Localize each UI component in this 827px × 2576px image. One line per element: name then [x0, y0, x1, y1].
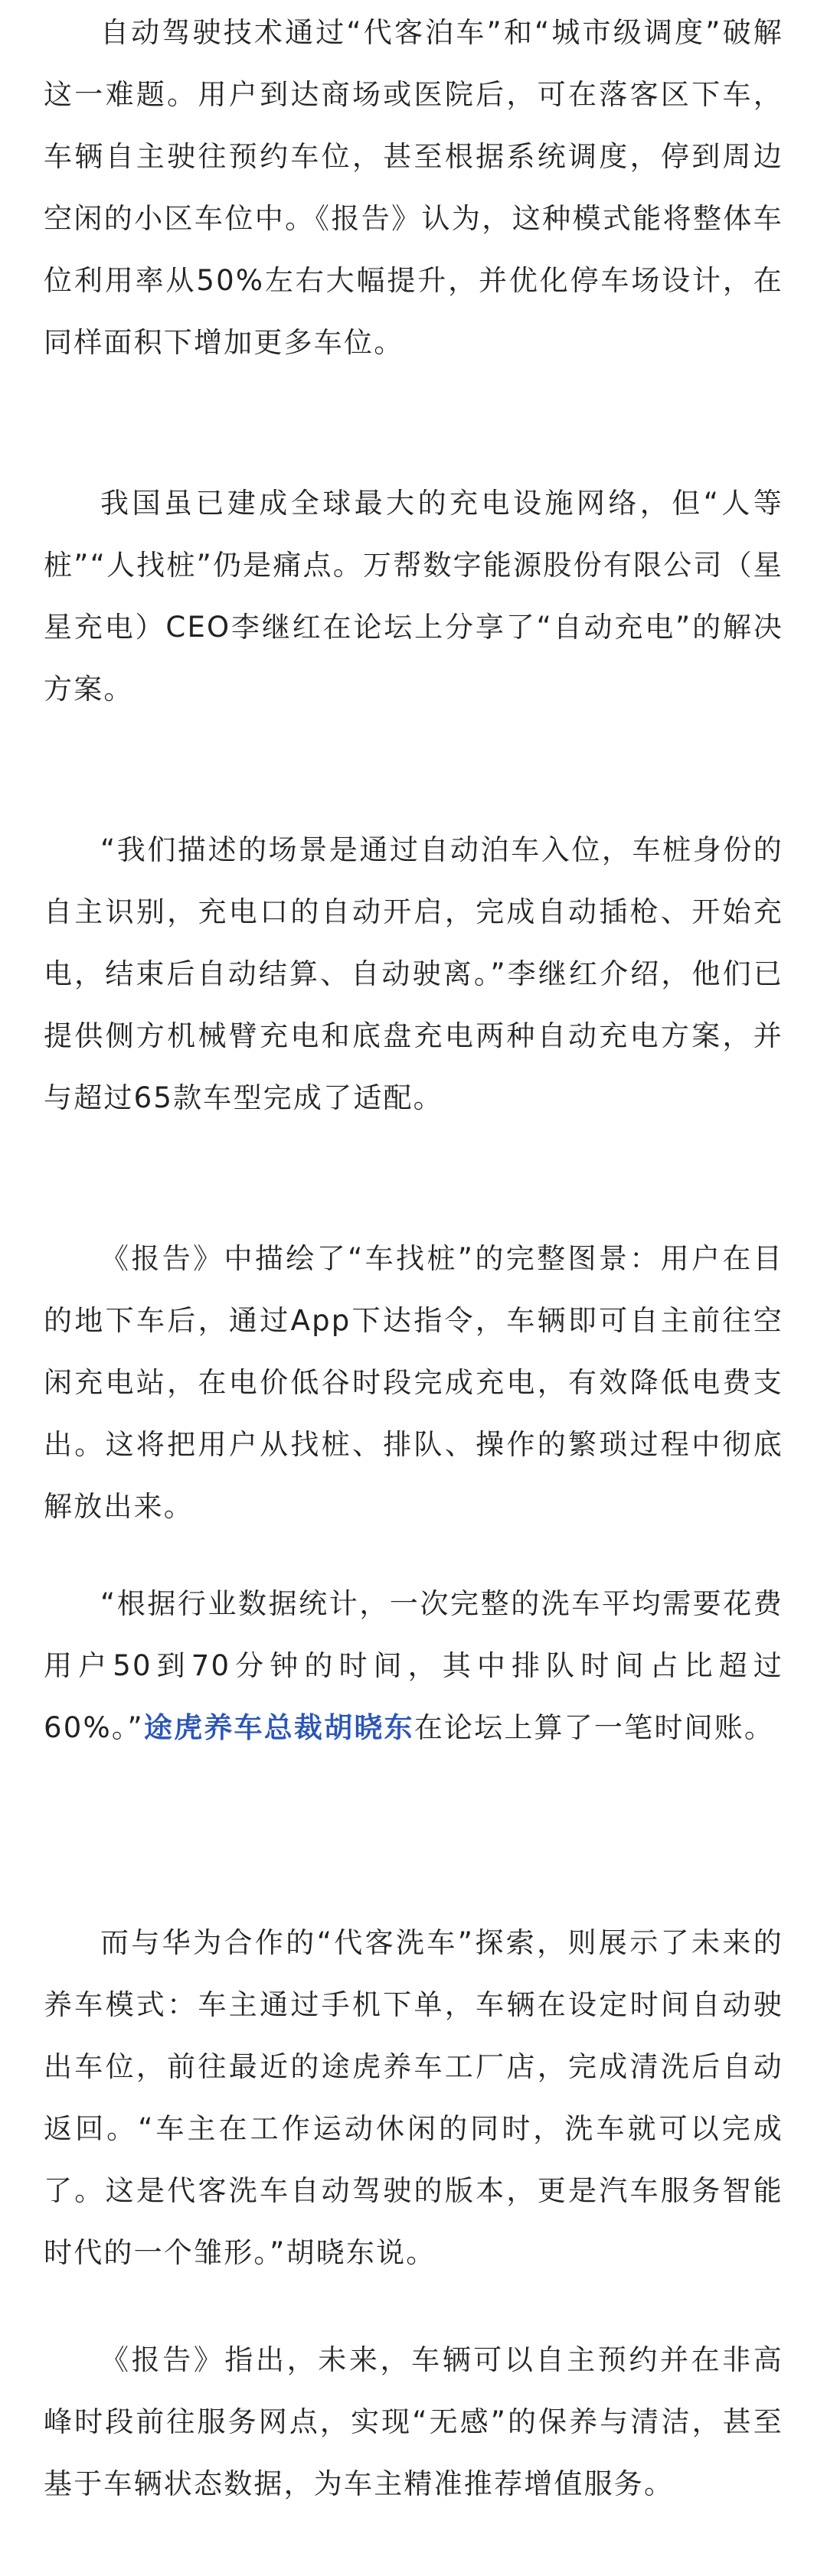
paragraph-7-text: 《报告》指出，未来，车辆可以自主预约并在非高峰时段前往服务网点，实现“无感”的保养与清洁，甚至基于车辆状态数据，为车主精准推荐增值服务。 [44, 2343, 783, 2500]
paragraph-5-text-before: “根据行业数据统计，一次完整的洗车平均需要花费用户50到70分钟的时间，其中排队时间占比超过60%。” [44, 1587, 783, 1744]
paragraph-4-text: 《报告》中描绘了“车找桩”的完整图景：用户在目的地下车后，通过App下达指令，车辆即可自主前往空闲充电站，在电价低谷时段完成充电，有效降低电费支出。这将把用户从找桩、排队、操作的繁琐过程中彻底解放出来。 [44, 1242, 783, 1523]
paragraph-6 [44, 1912, 783, 2284]
paragraph-2-text: 我国虽已建成全球最大的充电设施网络，但“人等桩”“人找桩”仍是痛点。万帮数字能源股份有限公司（星星充电）CEO李继红在论坛上分享了“自动充电”的解决方案。 [44, 487, 783, 706]
paragraph-5 [44, 1573, 783, 1759]
paragraph-3-text: “我们描述的场景是通过自动泊车入位，车桩身份的自主识别，充电口的自动开启，完成自动插枪、开始充电，结束后自动结算、自动驶离。”李继红介绍，他们已提供侧方机械臂充电和底盘充电两种自动充电方案，并与超过65款车型完成了适配。 [44, 833, 783, 1114]
person-link-hu-xiaodong[interactable]: 途虎养车总裁胡晓东 [143, 1711, 414, 1744]
paragraph-7 [44, 2329, 783, 2515]
paragraph-5-text-after: 在论坛上算了一笔时间账。 [414, 1711, 775, 1744]
paragraph-3 [44, 819, 783, 1129]
paragraph-4 [44, 1228, 783, 1537]
paragraph-2 [44, 472, 783, 720]
paragraph-1-text: 自动驾驶技术通过“代客泊车”和“城市级调度”破解这一难题。用户到达商场或医院后，可在落客区下车，车辆自主驶往预约车位，甚至根据系统调度，停到周边空闲的小区车位中。《报告》认为，这种模式能将整体车位利用率从50%左右大幅提升，并优化停车场设计，在同样面积下增加更多车位。 [44, 16, 783, 359]
paragraph-1 [44, 2, 783, 373]
paragraph-6-text: 而与华为合作的“代客洗车”探索，则展示了未来的养车模式：车主通过手机下单，车辆在设定时间自动驶出车位，前往最近的途虎养车工厂店，完成清洗后自动返回。“车主在工作运动休闲的同时，洗车就可以完成了。这是代客洗车自动驾驶的版本，更是汽车服务智能时代的一个雏形。”胡晓东说。 [44, 1926, 783, 2269]
